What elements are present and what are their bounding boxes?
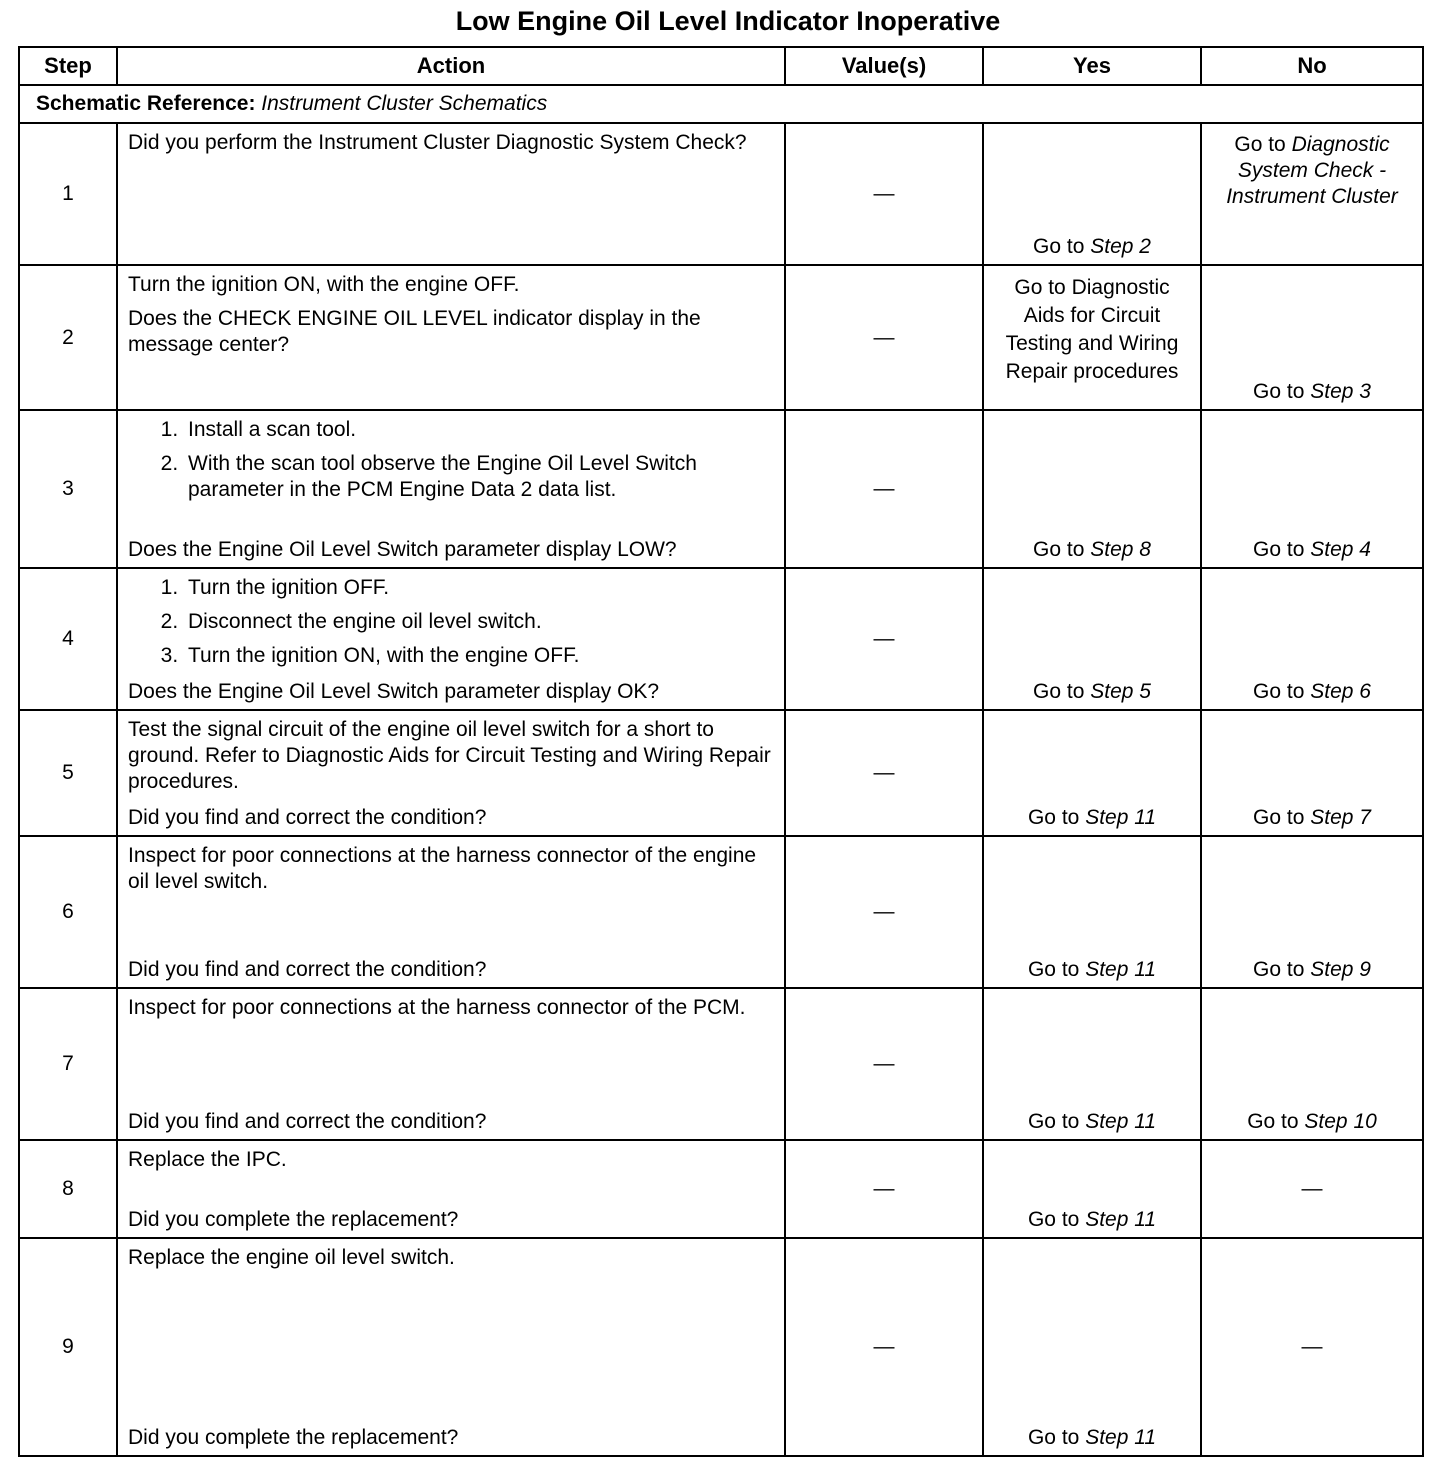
yes-cell <box>983 836 1201 988</box>
action-cell <box>117 1238 785 1456</box>
action-text: Did you perform the Instrument Cluster Diagnostic System Check? <box>128 131 747 154</box>
value-cell <box>785 1238 983 1456</box>
action-cell <box>117 265 785 410</box>
list-item: 3. Turn the ignition ON, with the engine OFF. <box>184 643 774 669</box>
action-question: Did you find and correct the condition? <box>128 1110 487 1133</box>
action-cell <box>117 710 785 836</box>
goto-label: Go to <box>1234 133 1286 156</box>
header-action: Action <box>117 47 785 85</box>
yes-target-link[interactable]: Step 8 <box>1090 538 1151 561</box>
list-item: 2. With the scan tool observe the Engine Oil Level Switch parameter in the PCM Engine Data 2 data list. <box>184 451 774 503</box>
action-cell <box>117 568 785 710</box>
yes-target-link[interactable]: Step 11 <box>1085 1426 1157 1449</box>
dash: — <box>1301 1177 1323 1200</box>
no-cell <box>1201 836 1423 988</box>
step-number: 5 <box>19 710 117 836</box>
value-cell <box>785 123 983 265</box>
step-number: 6 <box>19 836 117 988</box>
goto-label: Go to <box>1027 1110 1080 1133</box>
action-question: Does the Engine Oil Level Switch parameter display LOW? <box>128 538 677 561</box>
yes-target-link[interactable]: Step 11 <box>1085 806 1157 829</box>
no-target-link[interactable]: Diagnostic System Check - Instrument Cluster <box>1226 133 1398 208</box>
dash: — <box>873 1335 895 1358</box>
goto-label: Go to <box>1253 806 1305 829</box>
table-row <box>19 410 1423 568</box>
header-yes: Yes <box>983 47 1201 85</box>
yes-cell <box>983 265 1201 410</box>
action-cell <box>117 988 785 1140</box>
yes-cell <box>983 568 1201 710</box>
action-question: Did you complete the replacement? <box>128 1208 459 1231</box>
table-row <box>19 1140 1423 1238</box>
action-cell <box>117 410 785 568</box>
action-text: Turn the ignition ON, with the engine OFF. <box>128 273 520 296</box>
goto-label: Go to <box>1027 1426 1080 1449</box>
table-row <box>19 836 1423 988</box>
table-row <box>19 265 1423 410</box>
value-cell <box>785 265 983 410</box>
schematic-reference <box>19 85 1423 123</box>
no-cell <box>1201 710 1423 836</box>
no-cell <box>1201 568 1423 710</box>
action-text: Replace the IPC. <box>128 1148 287 1171</box>
yes-text-link[interactable]: Go to Diagnostic Aids for Circuit Testing and Wiring Repair procedures <box>1005 276 1179 383</box>
value-cell <box>785 410 983 568</box>
no-target-link[interactable]: Step 4 <box>1310 538 1371 561</box>
action-question: Does the CHECK ENGINE OIL LEVEL indicator display in the message center? <box>128 307 701 356</box>
step-number: 9 <box>19 1238 117 1456</box>
dash: — <box>873 325 895 349</box>
value-cell <box>785 1140 983 1238</box>
header-row <box>19 47 1423 85</box>
yes-target-link[interactable]: Step 11 <box>1085 1110 1157 1133</box>
value-cell <box>785 836 983 988</box>
value-cell <box>785 568 983 710</box>
goto-label: Go to <box>1253 958 1305 981</box>
action-cell <box>117 1140 785 1238</box>
goto-label: Go to <box>1027 1208 1080 1231</box>
action-text: Inspect for poor connections at the harness connector of the PCM. <box>128 996 746 1019</box>
goto-label: Go to <box>1027 958 1080 981</box>
list-item: 1. Turn the ignition OFF. <box>184 575 774 601</box>
table-row <box>19 1238 1423 1456</box>
step-number: 3 <box>19 410 117 568</box>
table-row <box>19 123 1423 265</box>
goto-label: Go to <box>1253 538 1305 561</box>
no-cell <box>1201 1238 1423 1456</box>
header-values: Value(s) <box>785 47 983 85</box>
action-question: Did you find and correct the condition? <box>128 806 487 829</box>
header-no: No <box>1201 47 1423 85</box>
yes-cell <box>983 1238 1201 1456</box>
yes-cell <box>983 1140 1201 1238</box>
reference-label: Schematic Reference: <box>36 92 256 115</box>
yes-target-link[interactable]: Step 11 <box>1085 958 1157 981</box>
no-target-link[interactable]: Step 10 <box>1304 1110 1377 1133</box>
action-text: Replace the engine oil level switch. <box>128 1246 455 1269</box>
dash: — <box>873 900 895 923</box>
goto-label: Go to <box>1027 806 1080 829</box>
page-title: Low Engine Oil Level Indicator Inoperative <box>455 6 1001 36</box>
goto-label: Go to <box>1033 538 1085 561</box>
no-target-link[interactable]: Step 6 <box>1310 680 1371 703</box>
no-cell <box>1201 123 1423 265</box>
yes-target-link[interactable]: Step 11 <box>1085 1208 1157 1231</box>
table-row <box>19 710 1423 836</box>
diagnostic-table <box>18 46 1424 1457</box>
step-number: 2 <box>19 265 117 410</box>
no-target-link[interactable]: Step 7 <box>1310 806 1371 829</box>
yes-cell <box>983 988 1201 1140</box>
header-step: Step <box>19 47 117 85</box>
list-item: 2. Disconnect the engine oil level switch. <box>184 609 774 635</box>
goto-label: Go to <box>1253 680 1305 703</box>
no-cell <box>1201 988 1423 1140</box>
action-question: Did you complete the replacement? <box>128 1426 459 1449</box>
yes-cell <box>983 123 1201 265</box>
step-number: 7 <box>19 988 117 1140</box>
step-number: 1 <box>19 123 117 265</box>
yes-target-link[interactable]: Step 5 <box>1090 680 1151 703</box>
step-number: 4 <box>19 568 117 710</box>
dash: — <box>873 1177 895 1200</box>
goto-label: Go to <box>1033 235 1085 258</box>
action-cell <box>117 123 785 265</box>
yes-target-link[interactable]: Step 2 <box>1090 235 1151 258</box>
table-row <box>19 568 1423 710</box>
no-target-link[interactable]: Step 3 <box>1310 380 1371 403</box>
action-question: Does the Engine Oil Level Switch parameter display OK? <box>128 680 660 703</box>
step-number: 8 <box>19 1140 117 1238</box>
value-cell <box>785 710 983 836</box>
no-cell <box>1201 265 1423 410</box>
table-row <box>19 988 1423 1140</box>
action-text: Inspect for poor connections at the harness connector of the engine oil level switch. <box>128 844 757 893</box>
yes-cell <box>983 710 1201 836</box>
dash: — <box>1301 1335 1323 1358</box>
goto-label: Go to <box>1247 1110 1299 1133</box>
dash: — <box>873 1052 895 1075</box>
list-item: 1. Install a scan tool. <box>184 417 774 443</box>
goto-label: Go to <box>1253 380 1305 403</box>
action-question: Did you find and correct the condition? <box>128 958 487 981</box>
dash: — <box>873 761 895 784</box>
no-cell <box>1201 1140 1423 1238</box>
action-cell <box>117 836 785 988</box>
schematic-reference-row <box>19 85 1423 123</box>
action-text: Test the signal circuit of the engine oil level switch for a short to ground. Refer to Diagnostic Aids for Circuit Testing and Wiring Repair procedures. <box>128 718 771 793</box>
dash: — <box>873 477 895 500</box>
goto-label: Go to <box>1033 680 1085 703</box>
no-target-link[interactable]: Step 9 <box>1310 958 1371 981</box>
dash: — <box>873 627 895 650</box>
value-cell <box>785 988 983 1140</box>
dash: — <box>873 182 895 205</box>
reference-value: Instrument Cluster Schematics <box>261 92 548 115</box>
yes-cell <box>983 410 1201 568</box>
no-cell <box>1201 410 1423 568</box>
